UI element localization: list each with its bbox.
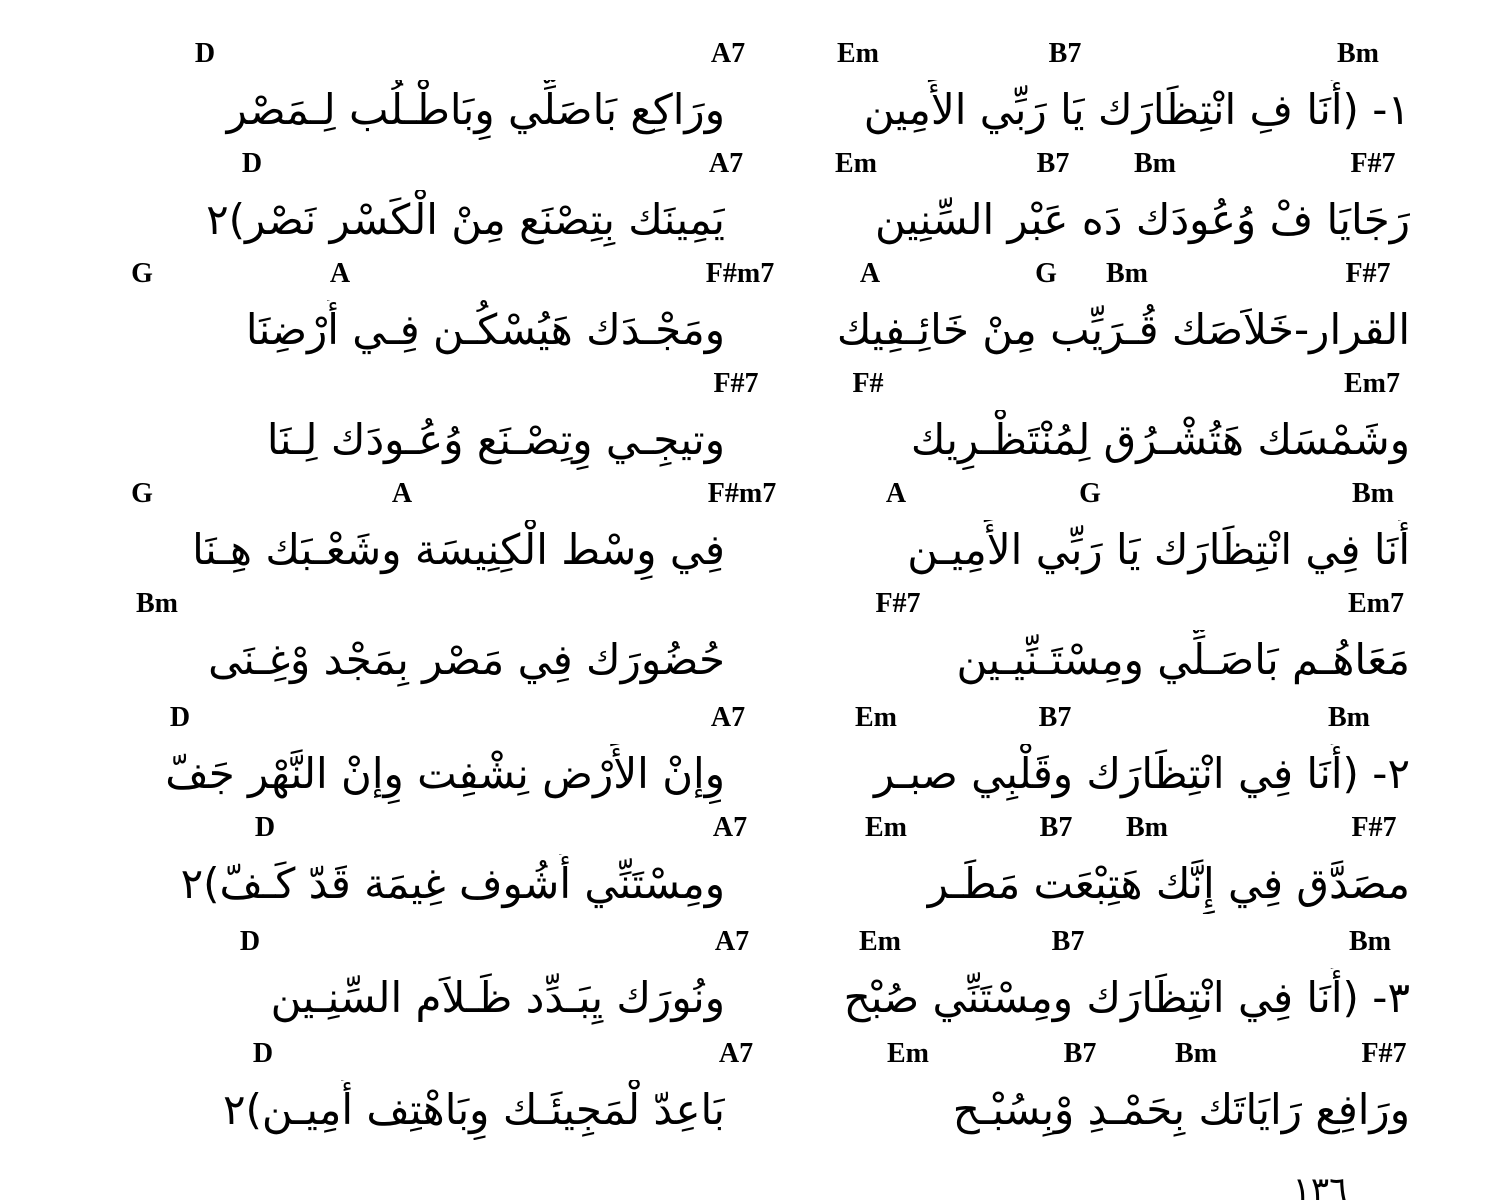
lyric-left: يَمِينَك بِتِصْنَع مِنْ الْكَسْر نَصْر)٢ <box>206 195 725 244</box>
chord-label: B7 <box>1048 38 1082 69</box>
page-number: ١٣٦ <box>1292 1170 1348 1200</box>
chord-label: F#m7 <box>705 258 775 289</box>
chord-label: A7 <box>708 148 744 179</box>
lyric-left: بَاعِدّ لْمَجِيئَـك وِبَاهْتِف أَمِيـن)٢ <box>222 1085 725 1134</box>
lyric-left: ومِسْتَنِّي أَشُوف غِيمَة قَدّ كَـفّ)٢ <box>180 859 725 908</box>
chord-label: Bm <box>1134 148 1176 179</box>
chord-label: Bm <box>136 588 178 619</box>
lyric-left: حُضُورَك فِي مَصْر بِمَجْد وْغِـنَى <box>208 635 725 684</box>
chord-label: A7 <box>710 702 746 733</box>
lyric-left: ونُورَك يِبَـدِّد ظَـلاَم السِّنِـين <box>270 973 725 1022</box>
chord-label: G <box>1035 258 1057 289</box>
chord-label: Bm <box>1175 1038 1217 1069</box>
chord-label: A <box>391 478 413 509</box>
chord-label: Em <box>887 1038 929 1069</box>
lyric-left: ورَاكِع بَاصَلِّي وِبَاطْـلُب لِـمَصْر <box>226 85 725 134</box>
lyric-right: ٢- (أَنَا فِي انْتِظَارَك وقَلْبِي صبـر <box>873 749 1410 798</box>
song-line <box>0 1038 1492 1150</box>
song-line <box>0 588 1492 700</box>
chord-label: F#7 <box>1351 812 1397 843</box>
chord-label: Bm <box>1106 258 1148 289</box>
lyric-right: مصَدَّق فِي إِنَّك هَتِبْعَت مَطَـر <box>927 859 1410 908</box>
chord-label: Em <box>859 926 901 957</box>
chord-label: Bm <box>1328 702 1370 733</box>
lyric-right: ورَافِع رَايَاتَك بِحَمْـدِ وْبِسُبْـح <box>952 1085 1410 1134</box>
chord-label: A <box>859 258 881 289</box>
chord-label: D <box>252 1038 274 1069</box>
lyric-right: القرار-خَلاَصَك قُـرَيِّب مِنْ خَائِـفِيك <box>836 305 1410 354</box>
chord-label: B7 <box>1036 148 1070 179</box>
song-line <box>0 702 1492 814</box>
song-line <box>0 148 1492 260</box>
chord-label: D <box>169 702 191 733</box>
chord-label: F#7 <box>1345 258 1391 289</box>
lyric-left: ومَجْـدَك هَيُسْكُـن فِـي أَرْضِنَا <box>245 305 725 354</box>
chord-label: A <box>329 258 351 289</box>
chord-label: Bm <box>1126 812 1168 843</box>
chord-label: F#m7 <box>707 478 777 509</box>
chord-label: Bm <box>1337 38 1379 69</box>
chord-label: A7 <box>714 926 750 957</box>
lyric-right: رَجَايَا فْ وُعُودَك دَه عَبْر السِّنِين <box>874 195 1410 244</box>
chord-label: D <box>241 148 263 179</box>
song-line <box>0 926 1492 1038</box>
chord-label: Em <box>837 38 879 69</box>
lyric-left: وتيجِـي وِتِصْـنَع وُعُـودَك لِـنَا <box>266 415 725 464</box>
chord-label: B7 <box>1051 926 1085 957</box>
lyric-right: وشَمْسَك هَتُشْـرُق لِمُنْتَظْـرِيك <box>910 415 1410 464</box>
song-line <box>0 258 1492 370</box>
lyric-left: وِإنْ الأَرْض نِشْفِت وِإنْ النَّهْر جَفّ <box>165 749 725 798</box>
lyric-right: ١- (أَنَا فِ انْتِظَارَك يَا رَبِّي الأَمِين <box>863 85 1410 134</box>
lyric-right: ٣- (أَنَا فِي انْتِظَارَك ومِسْتَنِّي صُبْح <box>843 973 1410 1022</box>
song-line <box>0 812 1492 924</box>
chord-label: D <box>194 38 216 69</box>
chord-label: Bm <box>1352 478 1394 509</box>
chord-label: F# <box>852 368 884 399</box>
chord-label: B7 <box>1038 702 1072 733</box>
chord-label: Em <box>835 148 877 179</box>
lyric-left: فِي وِسْط الْكِنِيسَة وشَعْـبَك هِـنَا <box>192 525 725 574</box>
chord-label: D <box>239 926 261 957</box>
chord-label: G <box>131 258 153 289</box>
chord-label: Em <box>855 702 897 733</box>
chord-label: G <box>1079 478 1101 509</box>
chord-label: A7 <box>710 38 746 69</box>
chord-label: F#7 <box>1361 1038 1407 1069</box>
lyric-right: أَنَا فِي انْتِظَارَك يَا رَبِّي الأَمِيـن <box>907 525 1410 574</box>
chord-label: D <box>254 812 276 843</box>
chord-label: F#7 <box>1350 148 1396 179</box>
chord-label: Bm <box>1349 926 1391 957</box>
chord-label: Em <box>865 812 907 843</box>
chord-label: F#7 <box>875 588 921 619</box>
chord-label: A7 <box>712 812 748 843</box>
chord-label: F#7 <box>713 368 759 399</box>
lyric-right: مَعَاهُـم بَاصَـلِّي ومِسْتَـنِّيـين <box>956 635 1410 684</box>
chord-label: B7 <box>1039 812 1073 843</box>
chord-label: G <box>131 478 153 509</box>
chord-label: B7 <box>1063 1038 1097 1069</box>
chord-label: A <box>885 478 907 509</box>
song-line <box>0 38 1492 150</box>
song-line <box>0 478 1492 590</box>
chord-label: Em7 <box>1344 368 1400 399</box>
song-line <box>0 368 1492 480</box>
chord-label: A7 <box>718 1038 754 1069</box>
chord-label: Em7 <box>1348 588 1404 619</box>
